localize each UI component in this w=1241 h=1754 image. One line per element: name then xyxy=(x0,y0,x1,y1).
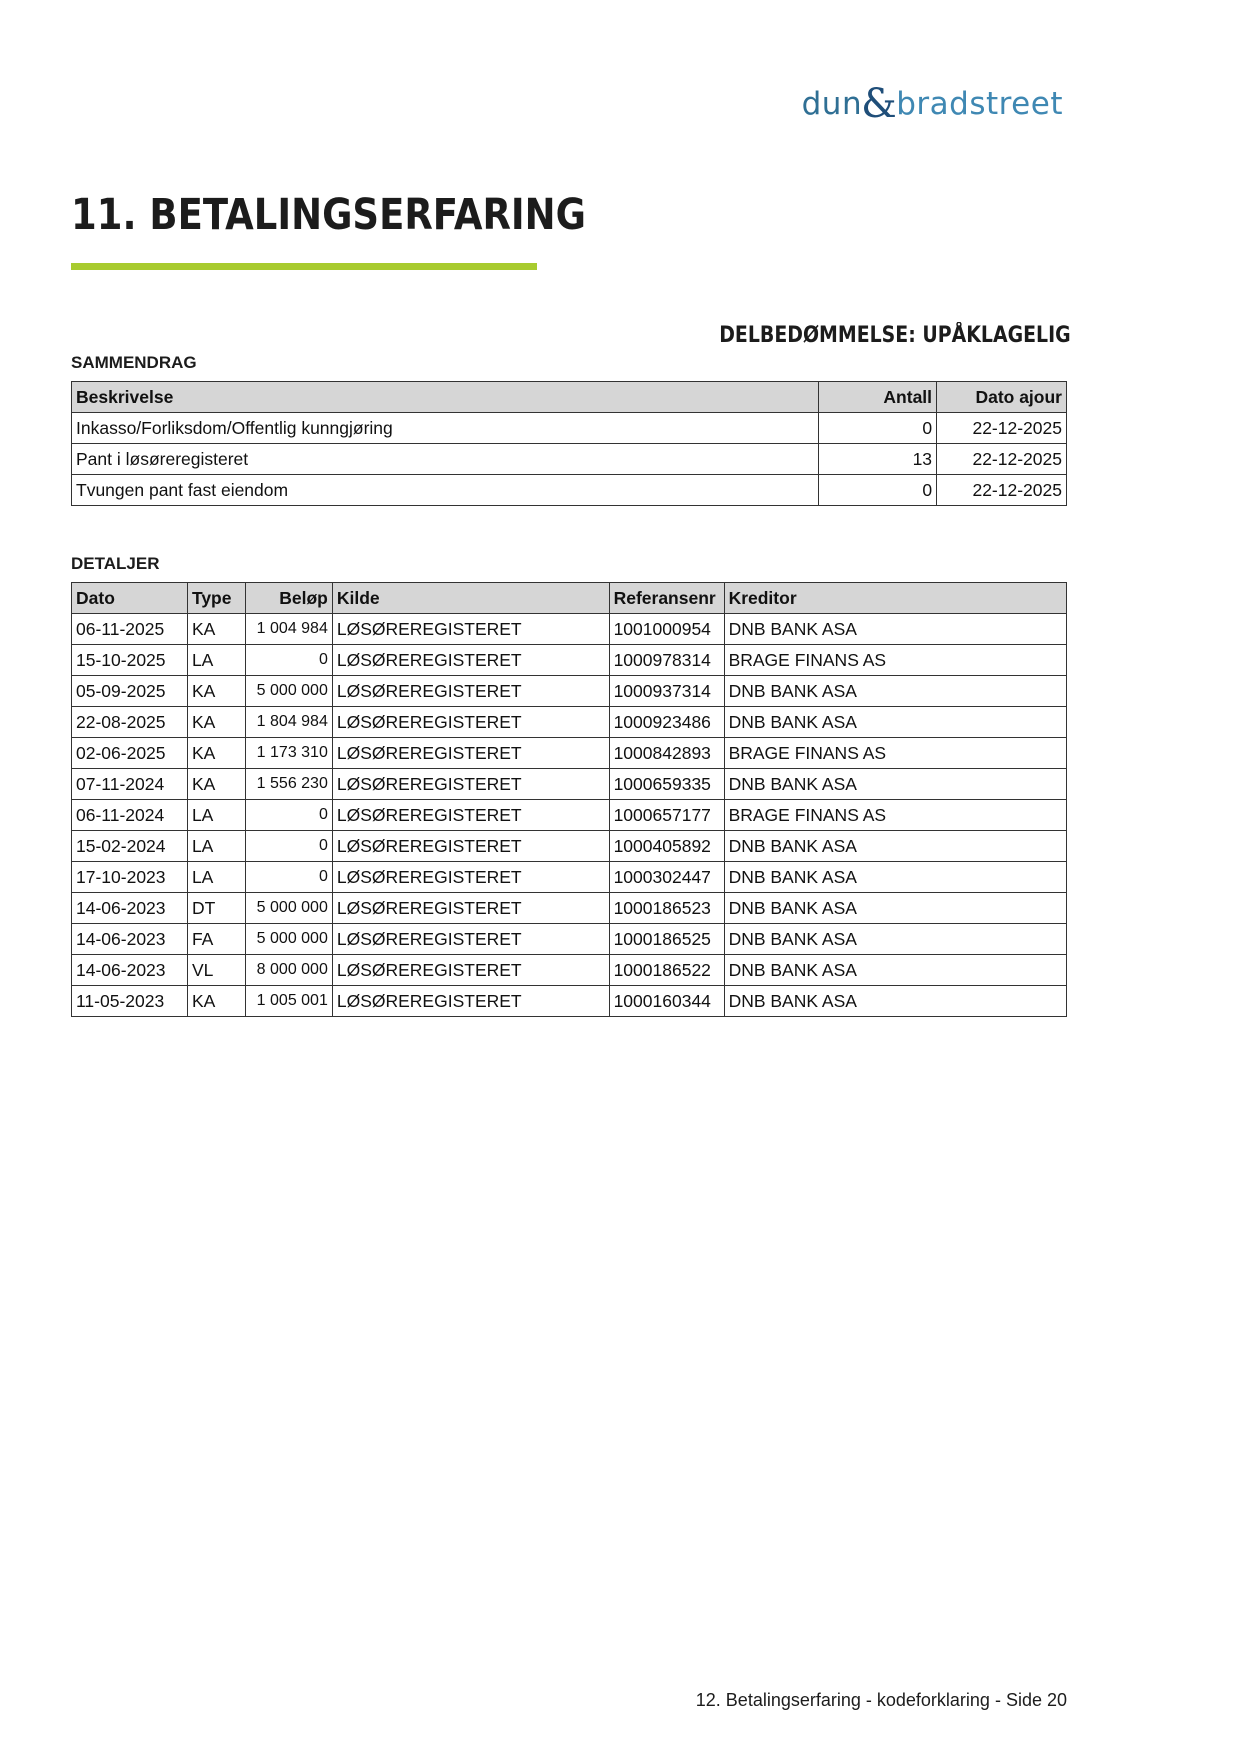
details-cell-belop: 0 xyxy=(245,862,332,893)
details-label: DETALJER xyxy=(71,554,160,573)
summary-row xyxy=(72,444,1067,475)
details-cell-kreditor: DNB BANK ASA xyxy=(724,707,1066,738)
summary-table xyxy=(71,381,1067,506)
details-cell-type: VL xyxy=(187,955,245,986)
details-row xyxy=(72,676,1067,707)
details-cell-belop: 0 xyxy=(245,645,332,676)
details-cell-belop: 8 000 000 xyxy=(245,955,332,986)
details-cell-type: FA xyxy=(187,924,245,955)
summary-row xyxy=(72,475,1067,506)
details-cell-referansenr: 1000923486 xyxy=(609,707,724,738)
summary-cell-beskrivelse: Pant i løsøreregisteret xyxy=(72,444,819,475)
details-cell-belop: 5 000 000 xyxy=(245,893,332,924)
details-cell-belop: 1 556 230 xyxy=(245,769,332,800)
details-row xyxy=(72,769,1067,800)
details-header-belop: Beløp xyxy=(245,583,332,614)
summary-cell-dato: 22-12-2025 xyxy=(937,444,1067,475)
summary-row xyxy=(72,413,1067,444)
details-cell-type: KA xyxy=(187,614,245,645)
details-table xyxy=(71,582,1067,1017)
details-cell-referansenr: 1000937314 xyxy=(609,676,724,707)
logo-text-bradstreet: bradstreet xyxy=(896,86,1063,122)
details-cell-dato: 11-05-2023 xyxy=(72,986,188,1017)
details-cell-referansenr: 1000657177 xyxy=(609,800,724,831)
details-row xyxy=(72,614,1067,645)
summary-cell-antall: 0 xyxy=(819,413,937,444)
details-cell-kreditor: DNB BANK ASA xyxy=(724,831,1066,862)
details-row xyxy=(72,645,1067,676)
details-cell-kreditor: DNB BANK ASA xyxy=(724,924,1066,955)
details-row xyxy=(72,831,1067,862)
details-cell-referansenr: 1000160344 xyxy=(609,986,724,1017)
summary-cell-beskrivelse: Inkasso/Forliksdom/Offentlig kunngjøring xyxy=(72,413,819,444)
details-header-kilde: Kilde xyxy=(332,583,609,614)
details-cell-dato: 06-11-2024 xyxy=(72,800,188,831)
details-cell-kreditor: DNB BANK ASA xyxy=(724,614,1066,645)
details-cell-type: KA xyxy=(187,769,245,800)
details-cell-kreditor: BRAGE FINANS AS xyxy=(724,738,1066,769)
details-cell-kilde: LØSØREREGISTERET xyxy=(332,707,609,738)
details-header-kreditor: Kreditor xyxy=(724,583,1066,614)
details-header-row xyxy=(72,583,1067,614)
details-cell-kilde: LØSØREREGISTERET xyxy=(332,831,609,862)
details-cell-kilde: LØSØREREGISTERET xyxy=(332,800,609,831)
details-cell-referansenr: 1001000954 xyxy=(609,614,724,645)
details-cell-kilde: LØSØREREGISTERET xyxy=(332,862,609,893)
summary-label: SAMMENDRAG xyxy=(71,353,197,372)
details-cell-kreditor: BRAGE FINANS AS xyxy=(724,645,1066,676)
details-cell-type: KA xyxy=(187,738,245,769)
details-cell-dato: 14-06-2023 xyxy=(72,924,188,955)
details-cell-dato: 15-02-2024 xyxy=(72,831,188,862)
details-cell-referansenr: 1000186523 xyxy=(609,893,724,924)
details-cell-referansenr: 1000405892 xyxy=(609,831,724,862)
summary-header-antall: Antall xyxy=(819,382,937,413)
details-cell-kreditor: DNB BANK ASA xyxy=(724,955,1066,986)
details-cell-type: DT xyxy=(187,893,245,924)
details-cell-referansenr: 1000659335 xyxy=(609,769,724,800)
details-row xyxy=(72,862,1067,893)
details-row xyxy=(72,893,1067,924)
details-cell-belop: 1 005 001 xyxy=(245,986,332,1017)
details-row xyxy=(72,738,1067,769)
details-row xyxy=(72,800,1067,831)
summary-cell-antall: 13 xyxy=(819,444,937,475)
details-cell-belop: 5 000 000 xyxy=(245,676,332,707)
details-row xyxy=(72,986,1067,1017)
details-cell-kreditor: BRAGE FINANS AS xyxy=(724,800,1066,831)
details-cell-belop: 1 804 984 xyxy=(245,707,332,738)
details-cell-dato: 05-09-2025 xyxy=(72,676,188,707)
details-cell-dato: 17-10-2023 xyxy=(72,862,188,893)
details-cell-kilde: LØSØREREGISTERET xyxy=(332,738,609,769)
details-cell-kilde: LØSØREREGISTERET xyxy=(332,986,609,1017)
details-cell-kilde: LØSØREREGISTERET xyxy=(332,924,609,955)
summary-header-dato-ajour: Dato ajour xyxy=(937,382,1067,413)
details-header-type: Type xyxy=(187,583,245,614)
summary-header-beskrivelse: Beskrivelse xyxy=(72,382,819,413)
summary-cell-beskrivelse: Tvungen pant fast eiendom xyxy=(72,475,819,506)
details-cell-kilde: LØSØREREGISTERET xyxy=(332,614,609,645)
details-cell-referansenr: 1000186522 xyxy=(609,955,724,986)
summary-cell-antall: 0 xyxy=(819,475,937,506)
rating-heading: DELBEDØMMELSE: UPÅKLAGELIG xyxy=(719,323,1071,348)
details-cell-dato: 15-10-2025 xyxy=(72,645,188,676)
details-cell-type: LA xyxy=(187,831,245,862)
details-header-dato: Dato xyxy=(72,583,188,614)
details-cell-dato: 14-06-2023 xyxy=(72,955,188,986)
details-cell-belop: 1 173 310 xyxy=(245,738,332,769)
details-cell-type: LA xyxy=(187,862,245,893)
details-cell-belop: 0 xyxy=(245,831,332,862)
summary-cell-dato: 22-12-2025 xyxy=(937,413,1067,444)
details-cell-kreditor: DNB BANK ASA xyxy=(724,893,1066,924)
page-title: 11. BETALINGSERFARING xyxy=(71,190,586,240)
details-row xyxy=(72,707,1067,738)
details-row xyxy=(72,924,1067,955)
details-cell-type: KA xyxy=(187,707,245,738)
details-cell-kilde: LØSØREREGISTERET xyxy=(332,676,609,707)
details-cell-dato: 22-08-2025 xyxy=(72,707,188,738)
details-cell-belop: 5 000 000 xyxy=(245,924,332,955)
details-cell-kreditor: DNB BANK ASA xyxy=(724,862,1066,893)
dun-bradstreet-logo xyxy=(801,78,1063,127)
details-cell-kreditor: DNB BANK ASA xyxy=(724,769,1066,800)
details-cell-belop: 0 xyxy=(245,800,332,831)
details-cell-kilde: LØSØREREGISTERET xyxy=(332,645,609,676)
details-cell-type: KA xyxy=(187,986,245,1017)
details-cell-dato: 06-11-2025 xyxy=(72,614,188,645)
details-cell-kilde: LØSØREREGISTERET xyxy=(332,955,609,986)
details-cell-type: KA xyxy=(187,676,245,707)
details-header-referansenr: Referansenr xyxy=(609,583,724,614)
logo-ampersand: & xyxy=(861,81,898,127)
details-cell-type: LA xyxy=(187,800,245,831)
title-underline xyxy=(71,263,537,270)
details-cell-referansenr: 1000978314 xyxy=(609,645,724,676)
summary-cell-dato: 22-12-2025 xyxy=(937,475,1067,506)
details-cell-referansenr: 1000842893 xyxy=(609,738,724,769)
details-cell-dato: 02-06-2025 xyxy=(72,738,188,769)
details-cell-belop: 1 004 984 xyxy=(245,614,332,645)
details-cell-dato: 14-06-2023 xyxy=(72,893,188,924)
details-cell-referansenr: 1000302447 xyxy=(609,862,724,893)
details-cell-kreditor: DNB BANK ASA xyxy=(724,676,1066,707)
details-cell-dato: 07-11-2024 xyxy=(72,769,188,800)
logo-text-dun: dun xyxy=(801,86,863,122)
details-cell-kilde: LØSØREREGISTERET xyxy=(332,769,609,800)
details-row xyxy=(72,955,1067,986)
page-footer: 12. Betalingserfaring - kodeforklaring - Side 20 xyxy=(695,1690,1067,1710)
details-cell-kilde: LØSØREREGISTERET xyxy=(332,893,609,924)
details-cell-referansenr: 1000186525 xyxy=(609,924,724,955)
details-cell-type: LA xyxy=(187,645,245,676)
summary-header-row xyxy=(72,382,1067,413)
details-cell-kreditor: DNB BANK ASA xyxy=(724,986,1066,1017)
